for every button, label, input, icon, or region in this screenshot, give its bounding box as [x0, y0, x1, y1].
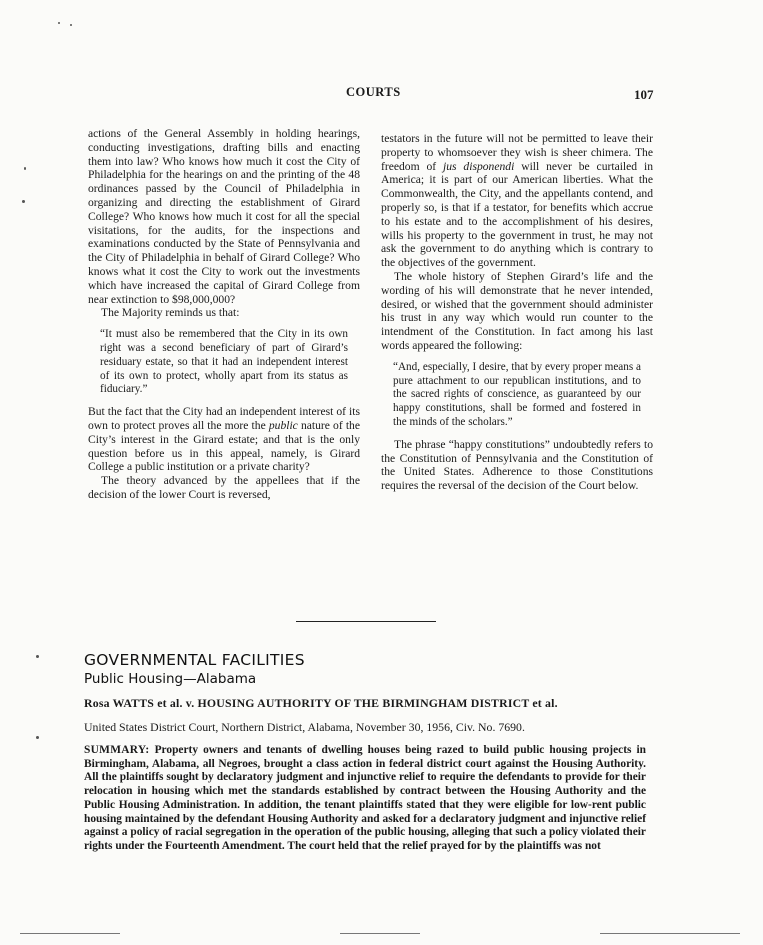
case-report [84, 650, 646, 854]
paragraph-text: testators in the future will not be permitted to leave their property to whomsoever they wish is sheer chimera. The freedom of [381, 132, 653, 173]
section-divider [296, 621, 436, 622]
scan-edge-line [340, 933, 420, 934]
paragraph-text: will never be curtailed in America; it is part of our American liberties. What the Commonwealth, the City, and the appellants contend, and properly so, is that if a testator, for benefits which accrue to his estate and to the accomplishment of his desires, wills his property to the government in trust, he may not ask the government to do anything which is contrary to the objectives of the government. [381, 159, 653, 270]
subtopic-heading: Public Housing—Alabama [84, 671, 257, 687]
scan-edge-line [600, 933, 740, 934]
summary-label: SUMMARY: [84, 744, 150, 756]
paragraph: The theory advanced by the appellees that if the decision of the lower Court is reversed, [88, 474, 360, 501]
case-caption: Rosa WATTS et al. v. HOUSING AUTHORITY OF THE BIRMINGHAM DISTRICT et al. [84, 696, 558, 710]
scan-speck [70, 24, 72, 26]
paragraph-text: But the fact that the City had an independent interest of its own to protect proves all the more the [88, 405, 360, 432]
case-citation: United States District Court, Northern District, Alabama, November 30, 1956, Civ. No. 7690. [84, 720, 525, 734]
emphasis: public [268, 418, 298, 432]
paragraph [88, 405, 360, 474]
scan-speck [22, 200, 25, 203]
right-column [381, 132, 653, 493]
paragraph [381, 132, 653, 270]
scan-speck [24, 167, 26, 170]
paragraph: actions of the General Assembly in holding hearings, conducting investigations, drafting bills and enacting them into law? Who knows how much it cost the City of Philadelphia for the hearings on and the printing of the 48 ordinances passed by the Council of Philadelphia in organizing and directing the establishment of Girard College? Who knows how much it cost for all the special visitations, for the audits, for the inspections and examinations conducted by the State of Pennsylvania and the City of Philadelphia in behalf of Girard College? Who knows what it cost the City to work out the investments which have increased the capital of Girard College from near extinction to $98,000,000? [88, 127, 360, 306]
paragraph: The whole history of Stephen Girard’s life and the wording of his will demonstrate that he never intended, desired, or wished that the government should administer his trust in any way which would run counter to the intendment of the Constitution. In fact among his last words appeared the following: [381, 269, 653, 352]
scan-speck [36, 655, 39, 658]
summary-text: Property owners and tenants of dwelling houses being razed to build public housing projects in Birmingham, Alabama, all Negroes, brought a class action in federal district court against the Housing Authority. All the plaintiffs sought by declaratory judgment and injunctive relief to require the defendants to provide for their relocation in housing which met the standards established by contract between the Housing Authority and the Public Housing Administration. In addition, the tenant plaintiffs stated that they were eligible for low-rent public housing maintained by the defendant Housing Authority and asked for a declaratory judgment and injunctive relief against a policy of racial segregation in the operation of the public housing, alleging that such a policy violated their rights under the Fourteenth Amendment. The court held that the relief prayed for by the plaintiffs was not [84, 744, 646, 852]
paragraph: The Majority reminds us that: [101, 306, 240, 320]
topic-heading: GOVERNMENTAL FACILITIES [84, 651, 305, 669]
scan-edge-line [20, 933, 120, 934]
left-column [88, 127, 360, 502]
block-quote: “And, especially, I desire, that by every proper means a pure attachment to our republican institutions, and to the sacred rights of conscience, as guaranteed by our happy constitutions, shall be formed and fostered in the minds of the scholars.” [393, 360, 641, 428]
page-header [0, 85, 763, 105]
scan-speck [36, 736, 39, 739]
page-number: 107 [634, 87, 654, 102]
paragraph-text: nature of the City’s interest in the Girard estate; and that is the only question before us in this appeal, namely, is Girard College a public institution or a private charity? [88, 418, 360, 474]
case-summary [84, 744, 646, 854]
emphasis: jus disponendi [443, 159, 515, 173]
paragraph: The phrase “happy constitutions” undoubtedly refers to the Constitution of Pennsylvania and the Constitution of the United States. Adherence to those Constitutions requires the reversal of the decision of the Court below. [381, 437, 653, 493]
scan-speck [58, 22, 60, 24]
block-quote: “It must also be remembered that the City in its own right was a second beneficiary of part of Girard’s residuary estate, so that it had an independent interest of its own to protect, wholly apart from its status as fiduciary.” [100, 328, 348, 396]
running-title: COURTS [346, 85, 401, 99]
